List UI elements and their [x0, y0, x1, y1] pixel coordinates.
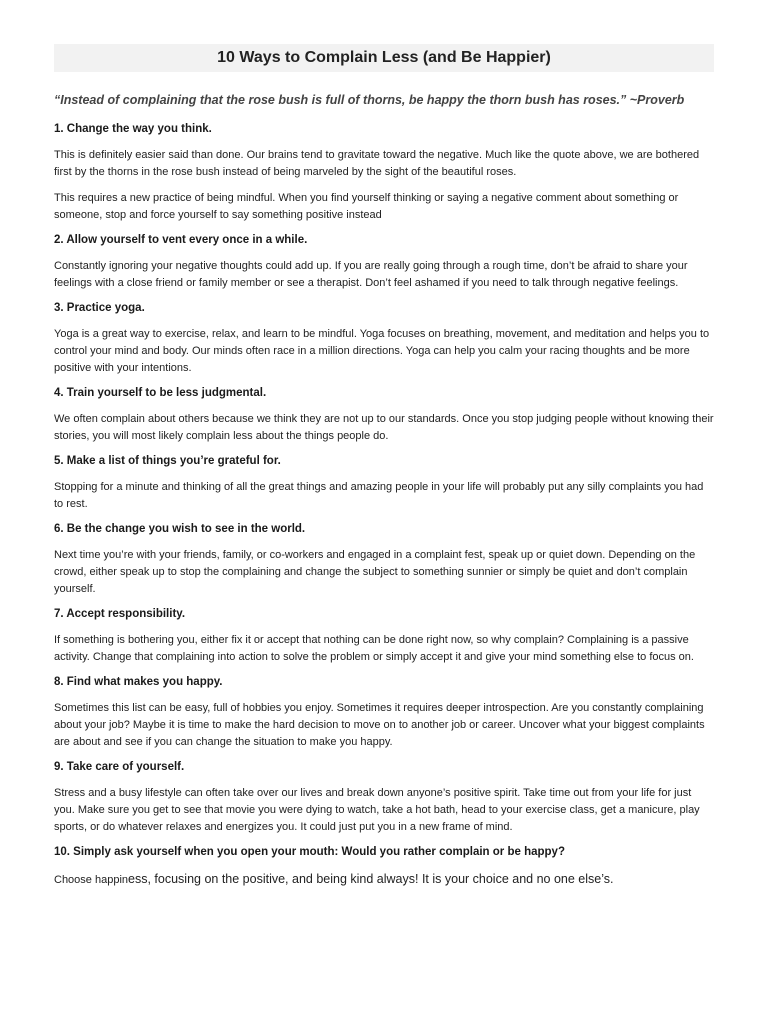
tip-heading: 1. Change the way you think.: [54, 123, 212, 135]
tip-paragraph: This is definitely easier said than done. Our brains tend to gravitate toward the negative. Much like the quote above, we are bothered first by the thorns in the rose bush instead of being marveled by the sight of the beautiful roses.: [54, 149, 700, 178]
closing-part-2: ess, focusing on the positive, and being kind always! It is your choice and no one else’s.: [128, 872, 614, 886]
tip-heading: 10. Simply ask yourself when you open your mouth: Would you rather complain or be happy?: [54, 846, 565, 858]
tip-heading: 6. Be the change you wish to see in the world.: [54, 523, 306, 535]
tip-heading: 3. Practice yoga.: [54, 302, 145, 314]
tips-list: [54, 122, 714, 860]
tip-section: [54, 122, 714, 224]
tip-paragraph: Constantly ignoring your negative thoughts could add up. If you are really going through a rough time, don’t be afraid to share your feelings with a close friend or family member or see a therapist. Don’t feel ashamed if you need to talk through negative feelings.: [54, 260, 688, 289]
tip-section: [54, 845, 714, 860]
closing-part-1: Choose happin: [54, 874, 129, 886]
tip-heading: 5. Make a list of things you’re grateful for.: [54, 455, 281, 467]
tip-heading: 2. Allow yourself to vent every once in a while.: [54, 234, 308, 246]
tip-paragraph: This requires a new practice of being mindful. When you find yourself thinking or saying a negative comment about something or someone, stop and force yourself to say something positive instead: [54, 192, 679, 221]
document-page: [54, 44, 714, 889]
tip-heading: 7. Accept responsibility.: [54, 608, 186, 620]
tip-paragraph: Sometimes this list can be easy, full of hobbies you enjoy. Sometimes it requires deeper introspection. Are you constantly complaining about your job? Maybe it is time to make the hard decision to move on to another job or career. Uncover what your biggest complaints are about and see if you can change the situation to make you happy.: [54, 702, 705, 748]
tip-section: [54, 386, 714, 445]
tip-section: [54, 607, 714, 666]
tip-paragraph: Stress and a busy lifestyle can often take over our lives and break down anyone’s positive spirit. Take time out from your life for just you. Make sure you get to see that movie you were dying to watch, take a hot bath, head to your exercise class, get a manicure, play sports, or do whatever relaxes and energizes you. It could just put you in a new frame of mind.: [54, 787, 700, 833]
tip-section: [54, 675, 714, 751]
tip-section: [54, 301, 714, 377]
tip-heading: 4. Train yourself to be less judgmental.: [54, 387, 267, 399]
tip-paragraph: Yoga is a great way to exercise, relax, and learn to be mindful. Yoga focuses on breathing, movement, and meditation and helps you to control your mind and body. Our minds often race in a million directions. Yoga can help you calm your racing thoughts and be more positive with your intentions.: [54, 328, 710, 374]
tip-paragraph: If something is bothering you, either fix it or accept that nothing can be done right now, so why complain? Complaining is a passive activity. Change that complaining into action to solve the problem or simply accept it and give your mind something else to focus on.: [54, 634, 694, 663]
tip-paragraph: Stopping for a minute and thinking of all the great things and amazing people in your life will probably put any silly complaints you had to rest.: [54, 481, 704, 510]
proverb-quote: “Instead of complaining that the rose bush is full of thorns, be happy the thorn bush has roses.” ~Proverb: [54, 93, 685, 107]
tip-paragraph: Next time you’re with your friends, family, or co-workers and engaged in a complaint fest, speak up or quiet down. Depending on the crowd, either speak up to stop the complaining and change the subject to something sunnier or simply be quiet and don’t complain yourself.: [54, 549, 696, 595]
tip-section: [54, 522, 714, 598]
tip-heading: 8. Find what makes you happy.: [54, 676, 223, 688]
tip-paragraph: We often complain about others because we think they are not up to our standards. Once you stop judging people without knowing their stories, you will most likely complain less about the things people do.: [54, 413, 714, 442]
tip-heading: 9. Take care of yourself.: [54, 761, 185, 773]
tip-section: [54, 760, 714, 836]
closing-statement: [54, 870, 714, 889]
tip-section: [54, 454, 714, 513]
tip-section: [54, 233, 714, 292]
document-title: 10 Ways to Complain Less (and Be Happier): [54, 44, 714, 72]
